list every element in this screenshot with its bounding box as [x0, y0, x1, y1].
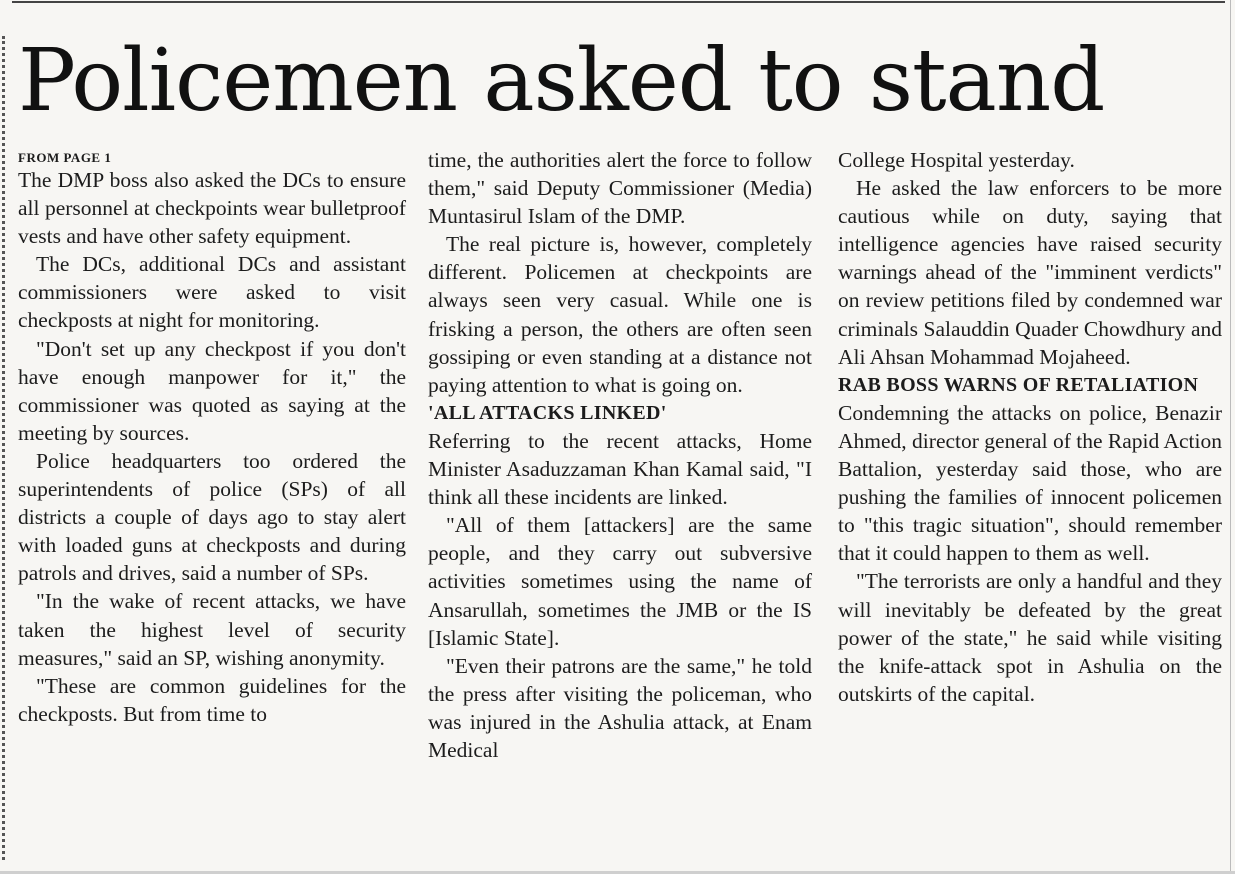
- paragraph: "These are common guidelines for the checkposts. But from time to: [18, 673, 406, 726]
- right-edge-rule: [1230, 0, 1231, 874]
- column-3: [838, 146, 1222, 708]
- paragraph: The DCs, additional DCs and assistant commissioners were asked to visit checkposts at night for monitoring.: [18, 252, 406, 333]
- paragraph: "In the wake of recent attacks, we have taken the highest level of security measures," said an SP, wishing anonymity.: [18, 589, 406, 670]
- headline: Policemen asked to stand: [18, 31, 1105, 131]
- continued-from-kicker: FROM PAGE 1: [18, 150, 112, 165]
- paragraph: "Even their patrons are the same," he told the press after visiting the policeman, who was injured in the Ashulia attack, at Enam Medical: [428, 653, 812, 762]
- paragraph: The DMP boss also asked the DCs to ensure all personnel at checkpoints wear bulletproof vests and have other safety equipment.: [18, 168, 406, 249]
- paragraph: Police headquarters too ordered the superintendents of police (SPs) of all districts a couple of days ago to stay alert with loaded guns at checkposts and during patrols and drives, said a number of SPs.: [18, 448, 406, 586]
- paragraph: "Don't set up any checkpost if you don't have enough manpower for it," the commissioner was quoted as saying at the meeting by sources.: [18, 336, 406, 445]
- paragraph: College Hospital yesterday.: [838, 148, 1075, 172]
- top-rule: [12, 1, 1225, 3]
- subhead: 'ALL ATTACKS LINKED': [428, 401, 667, 424]
- paragraph: The real picture is, however, completely different. Policemen at checkpoints are always seen very casual. While one is frisking a person, the others are often seen gossiping or even standing at a distance not paying attention to what is going on.: [428, 232, 812, 397]
- paragraph: Condemning the attacks on police, Benazir Ahmed, director general of the Rapid Action Battalion, yesterday said those, who are pushing the families of innocent policemen to "this tragic situation", should remember that it could happen to them as well.: [838, 400, 1222, 566]
- paragraph: Referring to the recent attacks, Home Minister Asaduzzaman Khan Kamal said, "I think all these incidents are linked.: [428, 428, 812, 510]
- paragraph: "All of them [attackers] are the same people, and they carry out subversive activities sometimes using the name of Ansarullah, sometimes the JMB or the IS [Islamic State].: [428, 513, 812, 650]
- subhead: RAB BOSS WARNS OF RETALIATION: [838, 373, 1199, 396]
- paragraph: time, the authorities alert the force to follow them," said Deputy Commissioner (Media) Muntasirul Islam of the DMP.: [428, 148, 812, 229]
- paragraph: "The terrorists are only a handful and they will inevitably be defeated by the great power of the state," he said while visiting the knife-attack spot in Ashulia on the outskirts of the capital.: [838, 569, 1222, 706]
- cut-line: [2, 36, 5, 860]
- column-1: [18, 146, 406, 728]
- paragraph: He asked the law enforcers to be more cautious while on duty, saying that intelligence agencies have raised security warnings ahead of the "imminent verdicts" on review petitions filed by condemned war criminals Salauddin Quader Chowdhury and Ali Ahsan Mohammad Mojaheed.: [838, 176, 1222, 369]
- column-2: [428, 146, 812, 764]
